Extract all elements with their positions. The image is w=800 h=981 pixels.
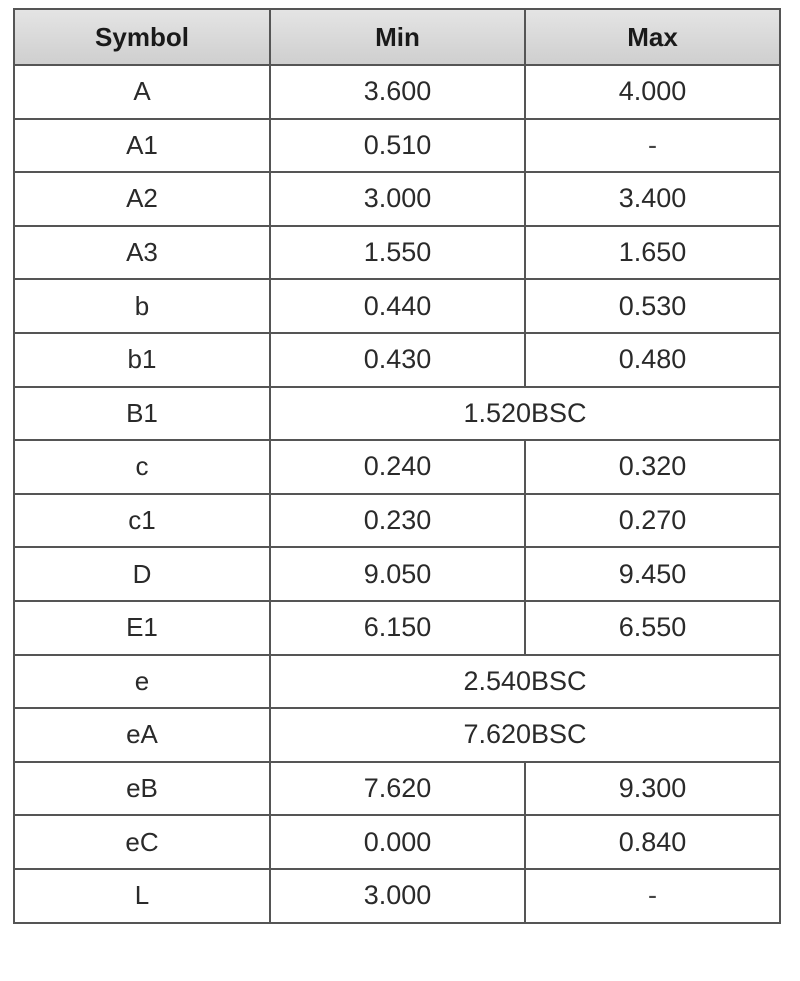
max-cell: 0.530 bbox=[525, 279, 780, 333]
symbol-cell: eB bbox=[14, 762, 270, 816]
symbol-cell: eA bbox=[14, 708, 270, 762]
dimension-table-container bbox=[13, 8, 781, 924]
min-cell: 0.000 bbox=[270, 815, 525, 869]
min-cell: 7.620 bbox=[270, 762, 525, 816]
min-cell: 3.000 bbox=[270, 172, 525, 226]
table-row bbox=[14, 494, 780, 548]
max-cell: 0.480 bbox=[525, 333, 780, 387]
header-max: Max bbox=[525, 9, 780, 65]
max-cell: 0.270 bbox=[525, 494, 780, 548]
table-row bbox=[14, 333, 780, 387]
min-cell: 6.150 bbox=[270, 601, 525, 655]
max-cell: 9.450 bbox=[525, 547, 780, 601]
min-cell: 9.050 bbox=[270, 547, 525, 601]
header-row bbox=[14, 9, 780, 65]
bsc-value-cell: 7.620BSC bbox=[270, 708, 780, 762]
max-cell: 4.000 bbox=[525, 65, 780, 119]
table-row bbox=[14, 869, 780, 923]
max-cell: - bbox=[525, 869, 780, 923]
table-row bbox=[14, 601, 780, 655]
max-cell: 3.400 bbox=[525, 172, 780, 226]
table-row bbox=[14, 815, 780, 869]
symbol-cell: c1 bbox=[14, 494, 270, 548]
min-cell: 0.430 bbox=[270, 333, 525, 387]
min-cell: 3.600 bbox=[270, 65, 525, 119]
min-cell: 0.240 bbox=[270, 440, 525, 494]
table-row bbox=[14, 279, 780, 333]
max-cell: 6.550 bbox=[525, 601, 780, 655]
table-row bbox=[14, 440, 780, 494]
min-cell: 3.000 bbox=[270, 869, 525, 923]
table-row bbox=[14, 708, 780, 762]
table-row bbox=[14, 119, 780, 173]
min-cell: 0.230 bbox=[270, 494, 525, 548]
max-cell: - bbox=[525, 119, 780, 173]
symbol-cell: A1 bbox=[14, 119, 270, 173]
table-row bbox=[14, 762, 780, 816]
max-cell: 1.650 bbox=[525, 226, 780, 280]
min-cell: 1.550 bbox=[270, 226, 525, 280]
symbol-cell: B1 bbox=[14, 387, 270, 441]
symbol-cell: D bbox=[14, 547, 270, 601]
table-row bbox=[14, 655, 780, 709]
symbol-cell: A2 bbox=[14, 172, 270, 226]
dimension-table bbox=[13, 8, 781, 924]
min-cell: 0.440 bbox=[270, 279, 525, 333]
bsc-value-cell: 2.540BSC bbox=[270, 655, 780, 709]
table-row bbox=[14, 387, 780, 441]
table-row bbox=[14, 226, 780, 280]
header-symbol: Symbol bbox=[14, 9, 270, 65]
bsc-value-cell: 1.520BSC bbox=[270, 387, 780, 441]
symbol-cell: eC bbox=[14, 815, 270, 869]
max-cell: 0.320 bbox=[525, 440, 780, 494]
symbol-cell: A bbox=[14, 65, 270, 119]
symbol-cell: e bbox=[14, 655, 270, 709]
table-row bbox=[14, 547, 780, 601]
table-row bbox=[14, 172, 780, 226]
max-cell: 0.840 bbox=[525, 815, 780, 869]
symbol-cell: L bbox=[14, 869, 270, 923]
table-row bbox=[14, 65, 780, 119]
max-cell: 9.300 bbox=[525, 762, 780, 816]
min-cell: 0.510 bbox=[270, 119, 525, 173]
symbol-cell: E1 bbox=[14, 601, 270, 655]
symbol-cell: c bbox=[14, 440, 270, 494]
symbol-cell: b1 bbox=[14, 333, 270, 387]
symbol-cell: b bbox=[14, 279, 270, 333]
symbol-cell: A3 bbox=[14, 226, 270, 280]
header-min: Min bbox=[270, 9, 525, 65]
